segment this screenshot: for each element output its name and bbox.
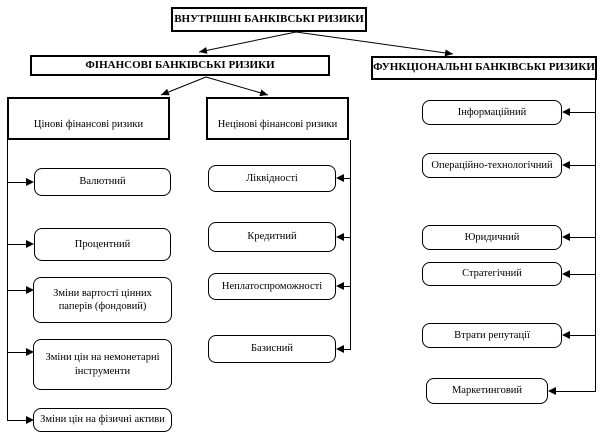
arrowhead-icon xyxy=(336,345,344,353)
node-marketing-risk: Маркетинговий xyxy=(426,378,548,404)
arrowhead-icon xyxy=(336,282,344,290)
connector-stub xyxy=(556,391,596,392)
connector-stub xyxy=(570,112,596,113)
node-liquidity-risk: Ліквідності xyxy=(208,165,336,192)
arrowhead-icon xyxy=(548,387,556,395)
connector-stub xyxy=(570,274,596,275)
node-insolvency-risk: Неплатоспроможності xyxy=(208,273,336,300)
connector-stub xyxy=(8,290,26,291)
arrow-financial-to-nonprice xyxy=(206,77,268,95)
arrowhead-icon xyxy=(562,331,570,339)
arrowhead-icon xyxy=(26,286,34,294)
arrow-root-to-financial xyxy=(199,32,296,52)
connector-stub xyxy=(8,244,26,245)
node-financial-banking-risks: ФІНАНСОВІ БАНКІВСЬКІ РИЗИКИ xyxy=(30,55,330,76)
connector-stub xyxy=(570,165,596,166)
node-reputation-loss-risk: Втрати репутації xyxy=(422,323,562,348)
connector-stub xyxy=(344,237,351,238)
connector-stub xyxy=(8,182,26,183)
node-strategic-risk: Стратегічний xyxy=(422,262,562,286)
arrowhead-icon xyxy=(26,348,34,356)
arrowhead-icon xyxy=(562,108,570,116)
node-operational-technological-risk: Операційно-технологічний xyxy=(422,153,562,178)
node-credit-risk: Кредитний xyxy=(208,222,336,252)
node-securities-value-risk: Зміни вартості цінних паперів (фондовий) xyxy=(33,277,172,323)
arrowhead-icon xyxy=(26,178,34,186)
connector-right-rail xyxy=(595,79,596,392)
arrowhead-icon xyxy=(562,270,570,278)
node-information-risk: Інформаційний xyxy=(422,100,562,125)
arrowhead-icon xyxy=(26,416,34,424)
connector-stub xyxy=(344,286,351,287)
connector-stub xyxy=(344,178,351,179)
arrowhead-icon xyxy=(336,174,344,182)
node-legal-risk: Юридичний xyxy=(422,225,562,250)
arrowhead-icon xyxy=(336,233,344,241)
node-basis-risk: Базисний xyxy=(208,335,336,363)
node-internal-banking-risks: ВНУТРІШНІ БАНКІВСЬКІ РИЗИКИ xyxy=(171,7,367,32)
connector-stub xyxy=(570,237,596,238)
node-nonmonetary-instruments-risk: Зміни цін на немонетарні інструменти xyxy=(33,339,172,390)
connector-stub xyxy=(344,349,351,350)
node-price-financial-risks: Цінові фінансові ризики xyxy=(7,97,170,140)
node-physical-assets-risk: Зміни цін на фізичні активи xyxy=(33,408,172,432)
arrowhead-icon xyxy=(26,240,34,248)
connector-stub xyxy=(8,352,26,353)
node-currency-risk: Валютний xyxy=(34,168,171,196)
arrowhead-icon xyxy=(562,161,570,169)
connector-stub xyxy=(8,420,26,421)
connector-stub xyxy=(570,335,596,336)
node-functional-banking-risks: ФУНКЦІОНАЛЬНІ БАНКІВСЬКІ РИЗИКИ xyxy=(371,56,597,80)
arrow-financial-to-price xyxy=(161,77,206,95)
connector-middle-rail xyxy=(350,140,351,350)
arrowhead-icon xyxy=(562,233,570,241)
node-interest-rate-risk: Процентний xyxy=(34,228,171,261)
node-nonprice-financial-risks: Нецінові фінансові ризики xyxy=(206,97,349,140)
arrow-root-to-functional xyxy=(296,32,453,54)
